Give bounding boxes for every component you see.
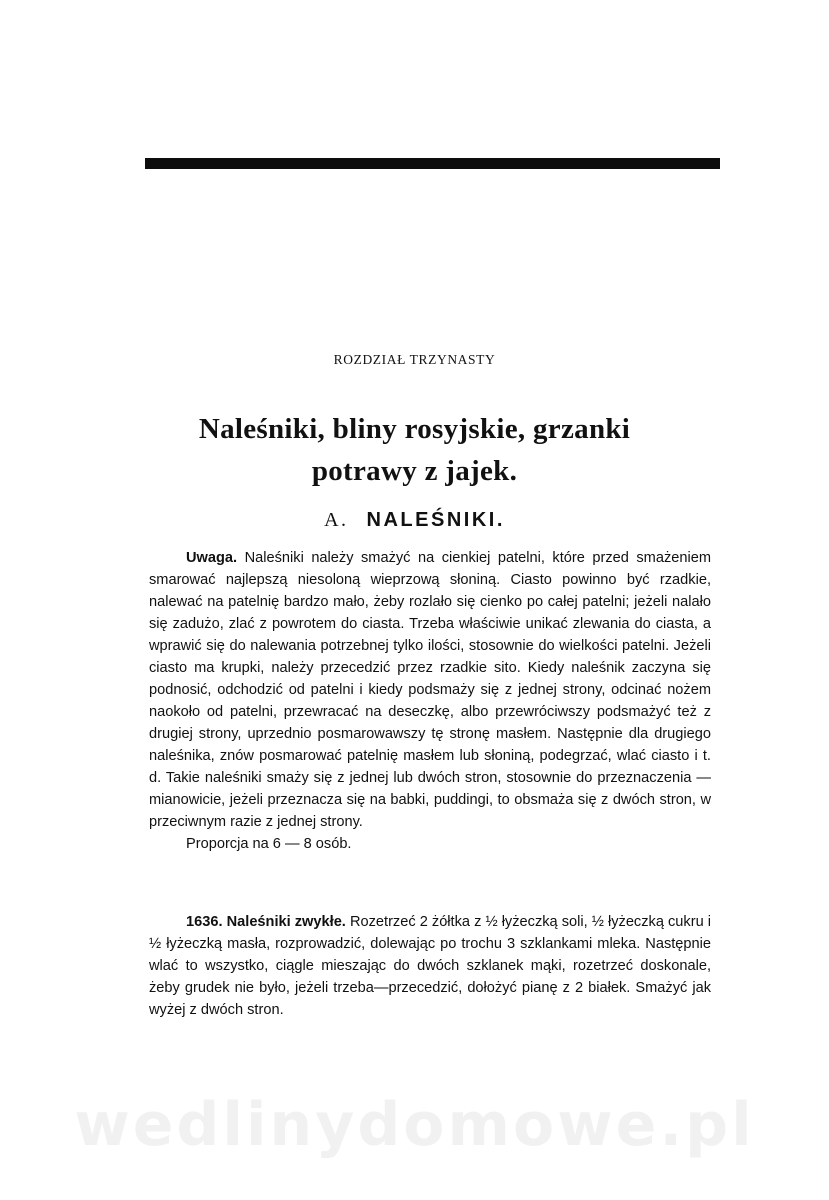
- recipe-1636: [149, 911, 711, 1021]
- chapter-title: [0, 408, 829, 492]
- section-letter: A.: [324, 509, 349, 531]
- section-heading: [0, 509, 829, 532]
- note-text: Naleśniki należy smażyć na cienkiej patelni, które przed smażeniem smarować najlepszą niesoloną wieprzową słoniną. Ciasto powinno być rzadkie, nalewać na patelnię bardzo mało, żeby rozlało się cienko po całej patelni; jeżeli nalało się zadużo, zlać z powrotem do ciasta. Trzeba właściwie unikać zlewania do ciasta, a wprawić się do nalewania potrzebnej tylko ilości, stosownie do wielkości patelni. Jeżeli ciasto ma krupki, należy przecedzić przez rzadkie sito. Kiedy naleśnik zaczyna się podnosić, odchodzić od patelni i kiedy podsmaży się z jednej strony, odcinać nożem naokoło od patelni, przewracać na deseczkę, albo przewróciwszy podsmażyć też z drugiej strony, uprzednio posmarowawszy tę stronę masłem. Następnie dla drugiego naleśnika, znów posmarować patelnię masłem lub słoniną, podegrzać, wlać ciasto i t. d. Takie naleśniki smaży się z jednej lub dwóch stron, stosownie do przeznaczenia — mianowicie, jeżeli przeznacza się na babki, puddingi, to obsmaża się z dwóch stron, w przeciwnym razie z jednej strony.: [149, 550, 711, 830]
- chapter-title-line-1: Naleśniki, bliny rosyjskie, grzanki: [198, 413, 631, 445]
- recipe-text: Rozetrzeć 2 żółtka z ½ łyżeczką soli, ½ łyżeczką cukru i ½ łyżeczką masła, rozprowadzić, dolewając po trochu 3 szklankami mleka. Następnie wlać to wszystko, ciągle mieszając do dwóch szklanek mąki, rozetrzeć doskonale, żeby grudek nie było, jeżeli trzeba—przecedzić, dołożyć pianę z 2 białek. Smażyć jak wyżej z dwóch stron.: [149, 914, 712, 1018]
- chapter-title-line-2: potrawy z jajek.: [311, 455, 518, 487]
- section-title: NALEŚNIKI.: [366, 509, 505, 531]
- top-rule: [145, 158, 720, 169]
- watermark: wedlinydomowe.pl: [74, 1090, 755, 1160]
- recipe-paragraph: [149, 911, 711, 1021]
- recipe-title: Naleśniki zwykłe.: [226, 914, 346, 930]
- note-block: [149, 547, 711, 855]
- note-paragraph: [149, 547, 711, 833]
- chapter-label: ROZDZIAŁ TRZYNASTY: [333, 352, 496, 367]
- note-proportion: Proporcja na 6 — 8 osób.: [186, 836, 352, 852]
- recipe-number: 1636.: [186, 914, 223, 930]
- note-label: Uwaga.: [186, 550, 238, 566]
